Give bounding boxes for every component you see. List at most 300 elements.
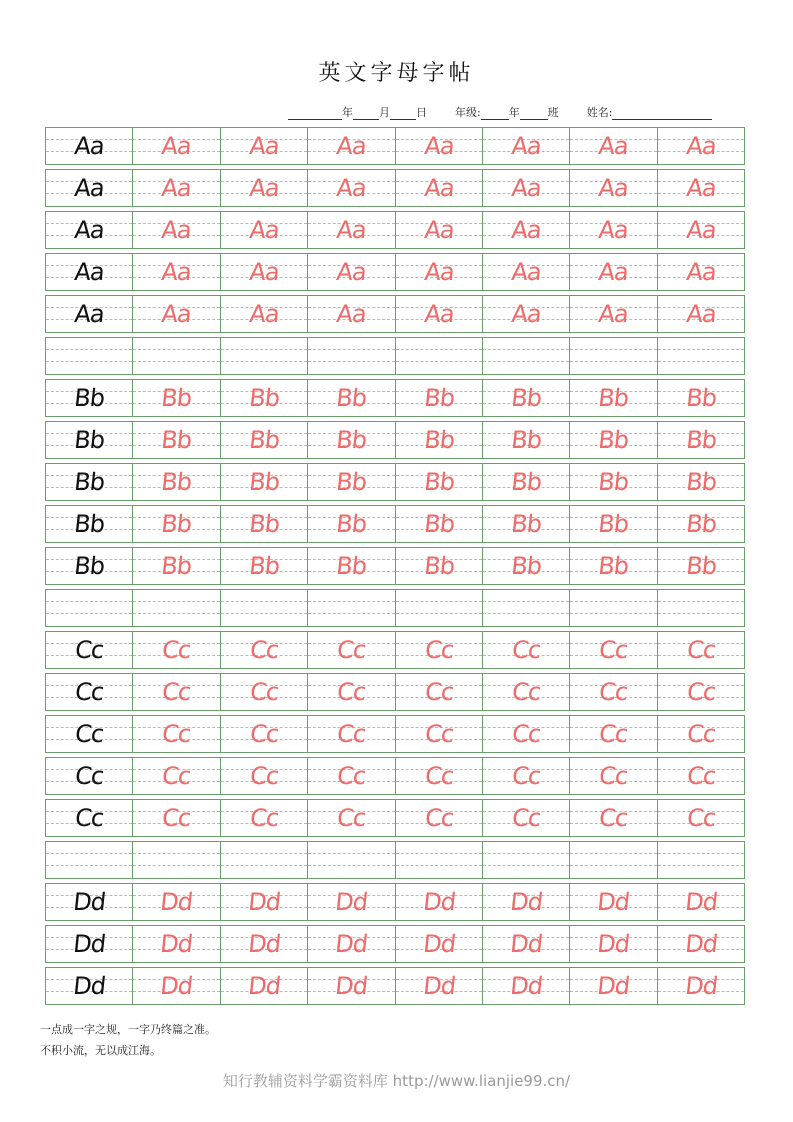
trace-letter: Bb [597,426,630,454]
trace-letter: Bb [684,552,718,580]
trace-letter: Cc [248,678,280,706]
writing-cell [657,128,744,164]
writing-cell [395,716,482,752]
model-letter: Bb [72,468,106,496]
writing-cell [482,296,569,332]
writing-cell [657,170,744,206]
writing-cell [395,884,482,920]
trace-letter: Cc [335,762,367,790]
writing-cell [46,506,132,542]
model-letter: Dd [71,930,107,958]
trace-letter: Bb [684,384,718,412]
writing-cell [307,548,394,584]
writing-cell [569,842,656,878]
trace-letter: Dd [159,930,194,958]
writing-cell [307,254,394,290]
trace-letter: Cc [597,720,629,748]
practice-row [45,757,745,795]
writing-cell [307,632,394,668]
writing-cell [482,128,569,164]
trace-letter: Aa [247,132,280,160]
writing-cell [46,338,132,374]
writing-cell [395,212,482,248]
trace-letter: Cc [335,636,367,664]
writing-cell [657,380,744,416]
writing-cell [482,212,569,248]
writing-cell [46,212,132,248]
writing-cell [482,170,569,206]
writing-cell [220,128,307,164]
trace-letter: Dd [508,972,544,1000]
class-blank [520,107,548,120]
trace-letter: Aa [510,216,543,244]
writing-cell [657,926,744,962]
writing-cell [657,590,744,626]
writing-cell [569,548,656,584]
trace-letter: Bb [597,510,630,538]
writing-cell [307,842,394,878]
trace-letter: Aa [160,258,193,286]
writing-cell [395,296,482,332]
trace-letter: Aa [422,132,455,160]
writing-cell [46,926,132,962]
trace-letter: Bb [247,384,281,412]
trace-letter: Dd [159,888,194,916]
writing-cell [46,674,132,710]
model-letter: Cc [73,636,105,664]
writing-cell [569,338,656,374]
writing-cell [569,716,656,752]
writing-cell [132,800,219,836]
trace-letter: Aa [247,216,280,244]
blank-row [45,589,745,627]
writing-cell [482,254,569,290]
writing-cell [569,926,656,962]
trace-letter: Aa [597,216,630,244]
writing-cell [482,548,569,584]
trace-letter: Dd [421,972,457,1000]
trace-letter: Aa [422,300,455,328]
practice-row [45,169,745,207]
practice-row [45,295,745,333]
writing-cell [220,884,307,920]
trace-letter: Bb [684,426,718,454]
writing-cell [220,170,307,206]
trace-letter: Cc [685,678,717,706]
writing-cell [482,842,569,878]
writing-cell [569,296,656,332]
trace-letter: Dd [683,972,719,1000]
writing-cell [569,800,656,836]
writing-cell [657,800,744,836]
writing-cell [132,296,219,332]
writing-cell [569,758,656,794]
writing-cell [46,590,132,626]
writing-cell [657,716,744,752]
trace-letter: Cc [423,636,455,664]
trace-letter: Bb [334,552,368,580]
writing-cell [220,632,307,668]
writing-cell [307,758,394,794]
writing-cell [482,422,569,458]
writing-cell [307,926,394,962]
model-letter: Cc [73,762,105,790]
name-label: 姓名: [586,106,613,119]
writing-cell [132,716,219,752]
writing-cell [569,254,656,290]
practice-row [45,547,745,585]
writing-cell [307,338,394,374]
writing-cell [307,968,394,1004]
writing-cell [569,590,656,626]
trace-letter: Dd [508,888,544,916]
writing-cell [220,842,307,878]
writing-cell [46,800,132,836]
trace-letter: Bb [247,468,281,496]
blank-row [45,337,745,375]
writing-cell [132,212,219,248]
trace-letter: Bb [422,468,456,496]
writing-cell [482,758,569,794]
writing-cell [569,506,656,542]
writing-cell [307,506,394,542]
trace-letter: Cc [335,804,367,832]
trace-letter: Bb [334,384,368,412]
trace-letter: Bb [684,468,718,496]
writing-cell [657,212,744,248]
writing-cell [46,884,132,920]
trace-letter: Dd [683,888,719,916]
trace-letter: Bb [597,468,630,496]
writing-cell [307,464,394,500]
practice-row [45,253,745,291]
writing-cell [482,884,569,920]
writing-cell [220,464,307,500]
trace-letter: Aa [335,132,368,160]
trace-letter: Bb [422,426,456,454]
trace-letter: Aa [510,132,543,160]
writing-cell [132,842,219,878]
trace-letter: Cc [597,804,629,832]
trace-letter: Bb [509,384,543,412]
month-label: 月 [379,106,390,119]
trace-letter: Aa [510,300,543,328]
model-letter: Bb [72,552,106,580]
writing-cell [307,716,394,752]
writing-cell [220,380,307,416]
writing-cell [569,674,656,710]
trace-letter: Dd [246,930,282,958]
writing-cell [569,170,656,206]
writing-cell [307,590,394,626]
writing-cell [220,296,307,332]
trace-letter: Aa [684,216,717,244]
class-label: 班 [547,106,559,119]
writing-cell [132,464,219,500]
writing-cell [132,884,219,920]
trace-letter: Aa [335,300,368,328]
footer-quote-2: 不积小流，无以成江海。 [40,1044,161,1057]
writing-cell [220,338,307,374]
writing-cell [307,128,394,164]
trace-letter: Bb [160,426,193,454]
practice-row [45,211,745,249]
writing-cell [395,338,482,374]
model-letter: Bb [72,426,106,454]
writing-cell [132,968,219,1004]
trace-letter: Cc [335,720,367,748]
model-letter: Aa [73,174,106,202]
trace-letter: Aa [510,258,543,286]
header-info [288,104,758,120]
trace-letter: Dd [421,930,457,958]
writing-cell [46,128,132,164]
trace-letter: Cc [423,762,455,790]
writing-cell [395,254,482,290]
writing-cell [307,380,394,416]
trace-letter: Cc [335,678,367,706]
trace-letter: Dd [421,888,457,916]
trace-letter: Cc [685,636,717,664]
blank-row [45,841,745,879]
trace-letter: Bb [247,510,281,538]
writing-cell [46,968,132,1004]
practice-row [45,379,745,417]
trace-letter: Aa [510,174,543,202]
practice-row [45,673,745,711]
trace-letter: Bb [160,468,193,496]
writing-cell [220,968,307,1004]
writing-cell [395,758,482,794]
writing-cell [220,506,307,542]
writing-cell [220,254,307,290]
trace-letter: Bb [422,552,456,580]
trace-letter: Dd [683,930,719,958]
trace-letter: Aa [684,300,717,328]
month-blank [353,107,379,120]
trace-letter: Cc [597,678,629,706]
trace-letter: Aa [597,132,630,160]
writing-cell [132,506,219,542]
model-letter: Bb [72,510,106,538]
writing-cell [132,674,219,710]
writing-cell [395,506,482,542]
day-label: 日 [416,106,427,119]
trace-letter: Cc [510,762,542,790]
trace-letter: Cc [685,804,717,832]
writing-cell [132,758,219,794]
writing-cell [132,422,219,458]
trace-letter: Cc [510,678,542,706]
writing-cell [132,338,219,374]
trace-letter: Bb [247,426,281,454]
name-blank [612,107,712,120]
writing-cell [307,422,394,458]
writing-cell [220,212,307,248]
trace-letter: Bb [597,384,630,412]
writing-cell [307,800,394,836]
writing-cell [569,380,656,416]
trace-letter: Cc [597,762,629,790]
writing-cell [657,968,744,1004]
trace-letter: Bb [509,552,543,580]
writing-cell [132,590,219,626]
trace-letter: Aa [335,216,368,244]
writing-cell [482,506,569,542]
trace-letter: Cc [510,636,542,664]
trace-letter: Cc [248,762,280,790]
writing-cell [132,128,219,164]
writing-cell [482,716,569,752]
trace-letter: Bb [334,426,368,454]
writing-cell [395,128,482,164]
trace-letter: Bb [684,510,718,538]
writing-cell [132,632,219,668]
writing-cell [132,380,219,416]
writing-cell [395,968,482,1004]
writing-cell [482,380,569,416]
grade-label: 年级: [455,106,481,119]
trace-letter: Aa [160,132,193,160]
trace-letter: Bb [160,552,193,580]
writing-cell [657,506,744,542]
trace-letter: Aa [160,174,193,202]
writing-cell [482,590,569,626]
writing-cell [46,632,132,668]
writing-cell [395,170,482,206]
writing-cell [220,716,307,752]
writing-cell [569,128,656,164]
writing-cell [569,632,656,668]
writing-cell [307,212,394,248]
trace-letter: Dd [333,972,369,1000]
trace-letter: Cc [685,762,717,790]
practice-row [45,883,745,921]
trace-letter: Bb [597,552,630,580]
trace-letter: Dd [333,930,369,958]
writing-cell [132,926,219,962]
model-letter: Dd [71,972,107,1000]
year-label: 年 [342,106,353,119]
writing-cell [46,254,132,290]
writing-cell [657,884,744,920]
trace-letter: Cc [423,678,455,706]
model-letter: Aa [73,132,106,160]
trace-letter: Aa [247,300,280,328]
writing-cell [46,170,132,206]
writing-cell [46,716,132,752]
practice-grid [45,127,745,1009]
trace-letter: Cc [161,762,193,790]
trace-letter: Aa [684,258,717,286]
trace-letter: Dd [596,930,631,958]
writing-cell [482,674,569,710]
writing-cell [657,464,744,500]
trace-letter: Bb [334,468,368,496]
writing-cell [46,464,132,500]
trace-letter: Bb [160,384,193,412]
model-letter: Cc [73,678,105,706]
trace-letter: Bb [509,426,543,454]
day-blank [390,107,416,120]
writing-cell [657,296,744,332]
practice-row [45,127,745,165]
trace-letter: Dd [246,972,282,1000]
trace-letter: Cc [248,720,280,748]
writing-cell [395,590,482,626]
trace-letter: Bb [422,510,456,538]
trace-letter: Aa [422,216,455,244]
model-letter: Cc [73,804,105,832]
trace-letter: Cc [248,804,280,832]
model-letter: Bb [72,384,106,412]
trace-letter: Cc [597,636,629,664]
trace-letter: Aa [160,216,193,244]
model-letter: Aa [73,300,106,328]
model-letter: Aa [73,258,106,286]
trace-letter: Cc [248,636,280,664]
trace-letter: Cc [423,720,455,748]
grade-year-label: 年 [508,106,520,119]
trace-letter: Aa [247,174,280,202]
practice-row [45,631,745,669]
writing-cell [395,632,482,668]
model-letter: Dd [71,888,107,916]
trace-letter: Cc [510,804,542,832]
trace-letter: Aa [684,174,717,202]
writing-cell [307,884,394,920]
writing-cell [657,632,744,668]
trace-letter: Cc [161,636,193,664]
writing-cell [569,422,656,458]
trace-letter: Aa [160,300,193,328]
writing-cell [220,422,307,458]
writing-cell [657,338,744,374]
writing-cell [482,338,569,374]
trace-letter: Bb [509,468,543,496]
grade-year-blank [481,107,509,120]
trace-letter: Dd [596,972,631,1000]
writing-cell [482,968,569,1004]
trace-letter: Cc [161,720,193,748]
writing-cell [395,800,482,836]
writing-cell [657,674,744,710]
practice-row [45,799,745,837]
practice-row [45,421,745,459]
writing-cell [482,464,569,500]
model-letter: Cc [73,720,105,748]
trace-letter: Bb [334,510,368,538]
trace-letter: Aa [597,174,630,202]
writing-cell [657,758,744,794]
trace-letter: Aa [247,258,280,286]
trace-letter: Dd [333,888,369,916]
trace-letter: Aa [335,174,368,202]
trace-letter: Cc [161,678,193,706]
practice-row [45,967,745,1005]
year-blank [288,107,342,120]
trace-letter: Aa [422,258,455,286]
writing-cell [220,590,307,626]
writing-cell [482,800,569,836]
writing-cell [307,674,394,710]
writing-cell [395,464,482,500]
writing-cell [220,800,307,836]
writing-cell [220,758,307,794]
trace-letter: Dd [246,888,282,916]
trace-letter: Bb [509,510,543,538]
footer-quote-1: 一点成一字之规，一字乃终篇之准。 [40,1023,216,1036]
